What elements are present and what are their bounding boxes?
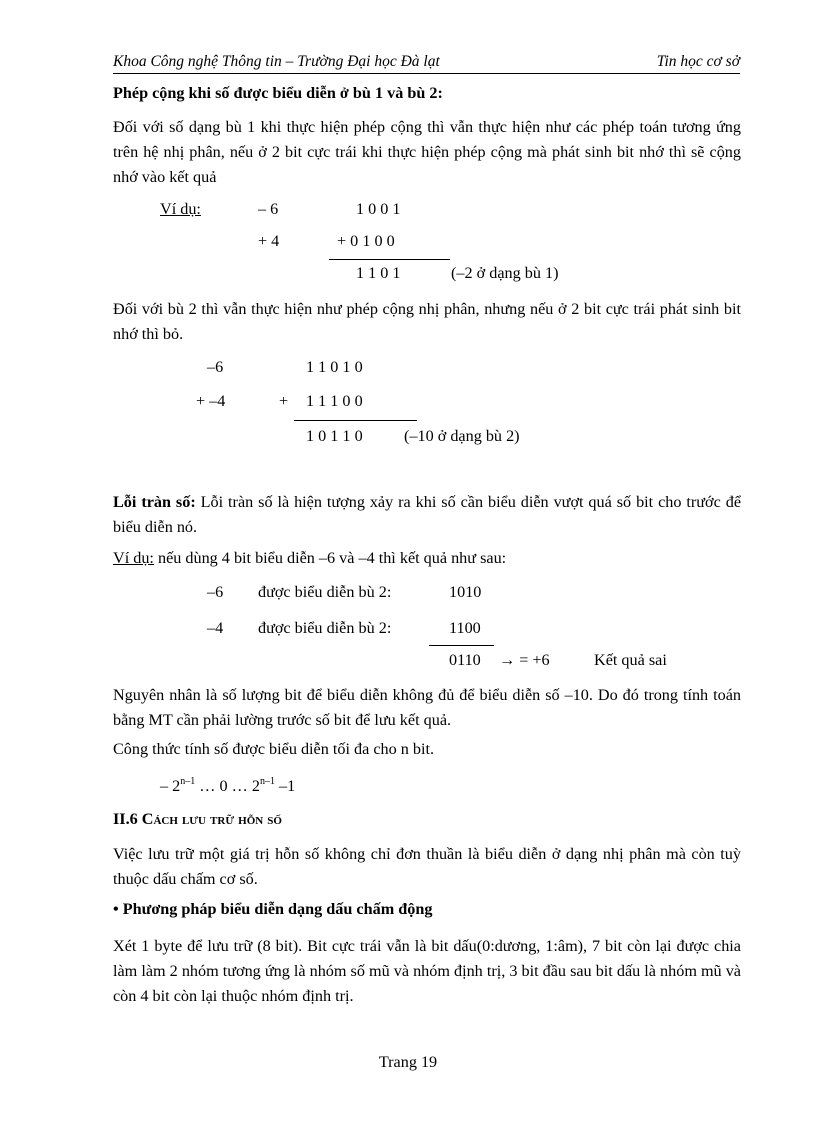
sum-line xyxy=(329,259,450,260)
overflow-row2-binary: 1100 xyxy=(449,619,481,637)
page-header-left: Khoa Công nghệ Thông tin – Trường Đại học Đà lạt xyxy=(113,53,440,70)
example1-row2-decimal: + 4 xyxy=(258,232,280,250)
page-header-right: Tin học cơ sở xyxy=(656,53,740,70)
overflow-result-binary: 0110 xyxy=(449,651,481,669)
overflow-example-line xyxy=(113,549,506,568)
section-heading-addition: Phép cộng khi số được biểu diễn ở bù 1 và bù 2: xyxy=(113,84,443,102)
example1-result-binary: 1 1 0 1 xyxy=(356,264,401,282)
example2-row1-binary: 1 1 0 1 0 xyxy=(306,358,363,376)
example1-row2-binary: + 0 1 0 0 xyxy=(337,232,395,250)
section-heading-mixed-numbers: II.6 Cách lưu trữ hỗn số xyxy=(113,810,282,828)
example2-row2-operator: + xyxy=(279,392,289,410)
formula-minus-base: – 2 xyxy=(160,777,181,795)
overflow-row1-number: –6 xyxy=(207,583,224,601)
formula-middle: … 0 … 2 xyxy=(195,777,260,795)
paragraph-formula-intro: Công thức tính số được biểu diễn tối đa cho n bit. xyxy=(113,740,435,758)
overflow-result-arrow: → = +6 xyxy=(499,651,550,669)
paragraph-mixed-intro: Việc lưu trữ một giá trị hỗn số không chỉ đơn thuần là biểu diễn ở dạng nhị phân mà còn tuỳ thuộc dấu chấm cơ số. xyxy=(113,845,741,888)
example1-result-note: (–2 ở dạng bù 1) xyxy=(451,264,559,282)
example2-row2-binary: 1 1 1 0 0 xyxy=(306,392,363,410)
overflow-row1-binary: 1010 xyxy=(449,583,482,601)
example1-row1-decimal: – 6 xyxy=(258,200,279,218)
example2-result-binary: 1 0 1 1 0 xyxy=(306,427,363,445)
overflow-row2-number: –4 xyxy=(207,619,224,637)
paragraph-cause: Nguyên nhân là số lượng bit để biểu diễn không đủ để biểu diễn số –10. Do đó trong tính toán bằng MT cần phải lường trước số bit để lưu kết quả. xyxy=(113,686,741,729)
range-formula xyxy=(160,776,295,796)
overflow-row1-desc: được biểu diễn bù 2: xyxy=(258,583,392,601)
sum-line xyxy=(294,420,417,421)
bullet-floating-point-heading: • Phương pháp biểu diễn dạng dấu chấm động xyxy=(113,900,432,919)
formula-exponent-2: n–1 xyxy=(259,776,275,787)
formula-exponent-1: n–1 xyxy=(180,776,196,787)
sum-line xyxy=(429,645,494,646)
example2-row1-decimal: –6 xyxy=(207,358,224,376)
overflow-row2-desc: được biểu diễn bù 2: xyxy=(258,619,392,637)
overflow-text: Lỗi tràn số là hiện tượng xảy ra khi số cần biểu diễn vượt quá số bit cho trước để biểu diễn nó. xyxy=(113,493,742,536)
page-number: Trang 19 xyxy=(378,1053,438,1071)
example1-row1-binary: 1 0 0 1 xyxy=(356,200,401,218)
example-label: Ví dụ: xyxy=(113,549,154,567)
paragraph-twos-complement: Đối với bù 2 thì vẫn thực hiện như phép cộng nhị phân, nhưng nếu ở 2 bit cực trái phát sinh bit nhớ thì bỏ. xyxy=(113,300,741,343)
overflow-example-text: nếu dùng 4 bit biểu diễn –6 và –4 thì kết quả như sau: xyxy=(153,549,507,567)
example-label: Ví dụ: xyxy=(160,200,201,218)
formula-tail: –1 xyxy=(274,777,296,795)
example2-row2-decimal: + –4 xyxy=(196,392,226,410)
header-divider xyxy=(113,73,740,74)
paragraph-overflow xyxy=(113,490,741,540)
overflow-result-note: Kết quả sai xyxy=(594,651,667,669)
example2-result-note: (–10 ở dạng bù 2) xyxy=(404,427,520,445)
paragraph-floating-point: Xét 1 byte để lưu trữ (8 bit). Bit cực trái vẫn là bit dấu(0:dương, 1:âm), 7 bit còn lại được chia làm làm 2 nhóm tương ứng là nhóm số mũ và nhóm định trị, 3 bit đầu sau bit dấu là nhóm mũ và còn 4 bit còn lại thuộc nhóm định trị. xyxy=(113,937,741,1005)
paragraph-ones-complement: Đối với số dạng bù 1 khi thực hiện phép cộng thì vẫn thực hiện như các phép toán tương ứng trên hệ nhị phân, nếu ở 2 bit cực trái khi thực hiện phép cộng mà phát sinh bit nhớ thì sẽ cộng nhớ vào kết quả xyxy=(113,118,741,186)
overflow-label: Lỗi tràn số: xyxy=(113,493,196,511)
